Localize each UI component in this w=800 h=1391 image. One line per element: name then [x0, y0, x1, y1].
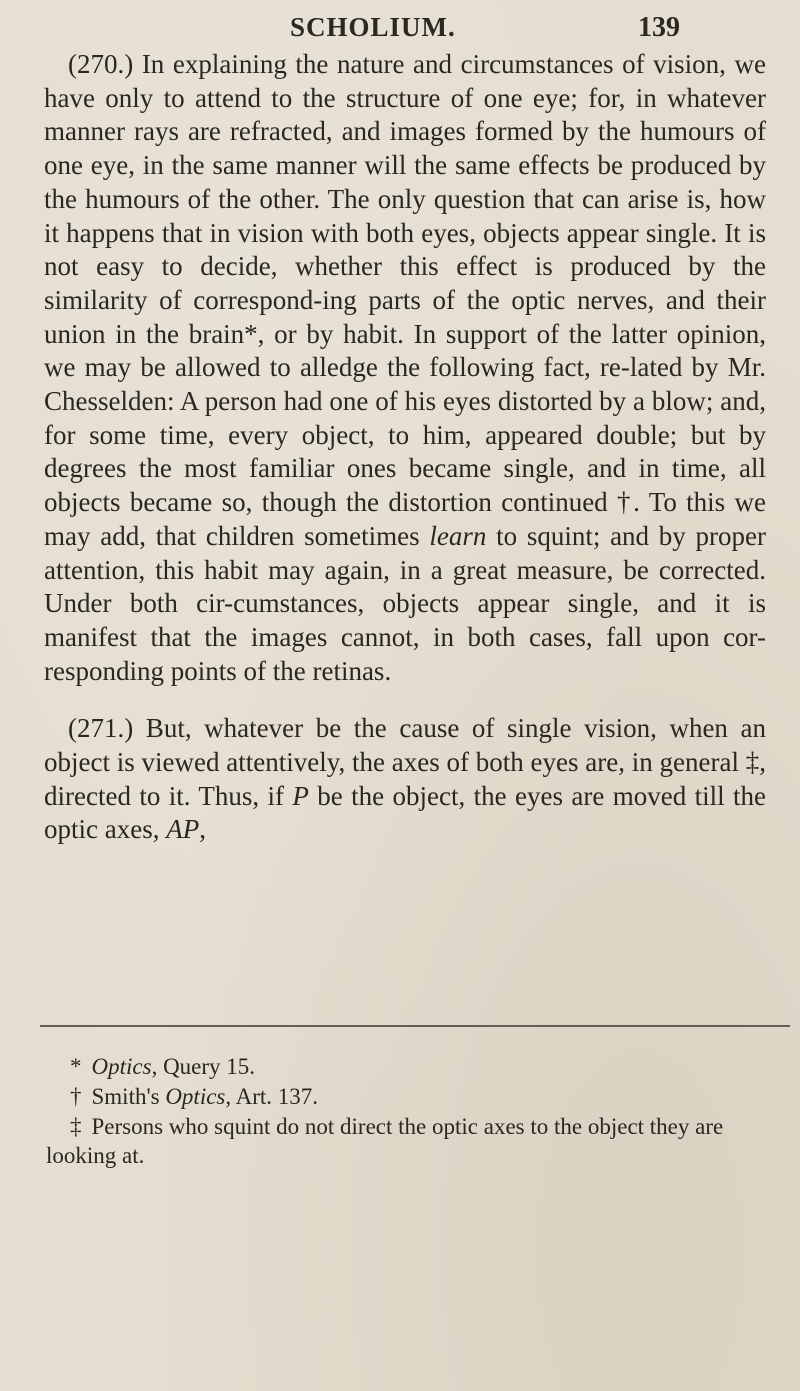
paragraph-text-italic: learn: [429, 520, 487, 551]
paragraph-271: [44, 712, 766, 847]
paragraph-text-segment: be the object, the eyes are moved till the optic axes,: [44, 780, 766, 845]
paragraph-number: (271.): [68, 713, 134, 744]
page-number: 139: [638, 12, 680, 43]
paragraph-text-segment: But, whatever be the cause of single vision, when an object is viewed attentively, the axes of both eyes are, in general ‡, directed to it. Thus, if: [44, 713, 767, 811]
footnote-text-italic: Optics: [91, 1054, 152, 1079]
footnote-mark: †: [70, 1084, 82, 1109]
footnote-mark: *: [70, 1054, 82, 1079]
footnote-2: [46, 1082, 766, 1111]
footnote-text: Persons who squint do not direct the optic axes to the object they are looking at.: [46, 1114, 724, 1168]
paragraph-text-italic: P: [292, 780, 309, 811]
paragraph-text-segment: In explaining the nature and circumstances of vision, we have only to attend to the structure of one eye; for, in whatever manner rays are refracted, and images formed by the humours of one eye, in the same manner will the same effects be produced by the humours of the other. The only question that can arise is, how it happens that in vision with both eyes, objects appear single. It is not easy to decide, whether this effect is produced by the similarity of correspond-ing parts of the optic nerves, and their union in the brain*, or by habit. In support of the latter opinion, we may be allowed to alledge the following fact, re-lated by Mr. Chesselden: A person had one of his eyes distorted by a blow; and, for some time, every object, to him, appeared double; but by degrees the most familiar ones became single, and in time, all objects became so, though the distortion continued †. To this we may add, that children sometimes: [44, 49, 766, 551]
footnote-divider: [40, 1025, 790, 1027]
footnote-1: [46, 1052, 766, 1081]
paragraph-number: (270.): [68, 49, 134, 79]
paragraph-text-italic: AP: [166, 814, 200, 845]
running-title: SCHOLIUM.: [290, 12, 456, 42]
paragraph-text-segment: to squint; and by proper attention, this habit may again, in a great measure, be corrected. Under both cir-cumstances, objects appear single, and it is manifest that the images cannot, in both cases, fall upon cor-responding points of the retinas.: [44, 520, 766, 686]
footnote-text: , Art. 137.: [225, 1084, 319, 1109]
running-head: [0, 8, 800, 48]
footnote-text-italic: Optics: [165, 1084, 226, 1109]
body-text: [44, 48, 766, 847]
footnotes: [46, 1052, 766, 1171]
footnote-text: Smith's: [91, 1084, 166, 1109]
paragraph-270: [44, 48, 766, 688]
footnote-mark: ‡: [70, 1114, 82, 1139]
footnote-text: , Query 15.: [151, 1054, 256, 1079]
paragraph-text-segment: ,: [199, 814, 206, 845]
footnote-3: [46, 1112, 766, 1170]
